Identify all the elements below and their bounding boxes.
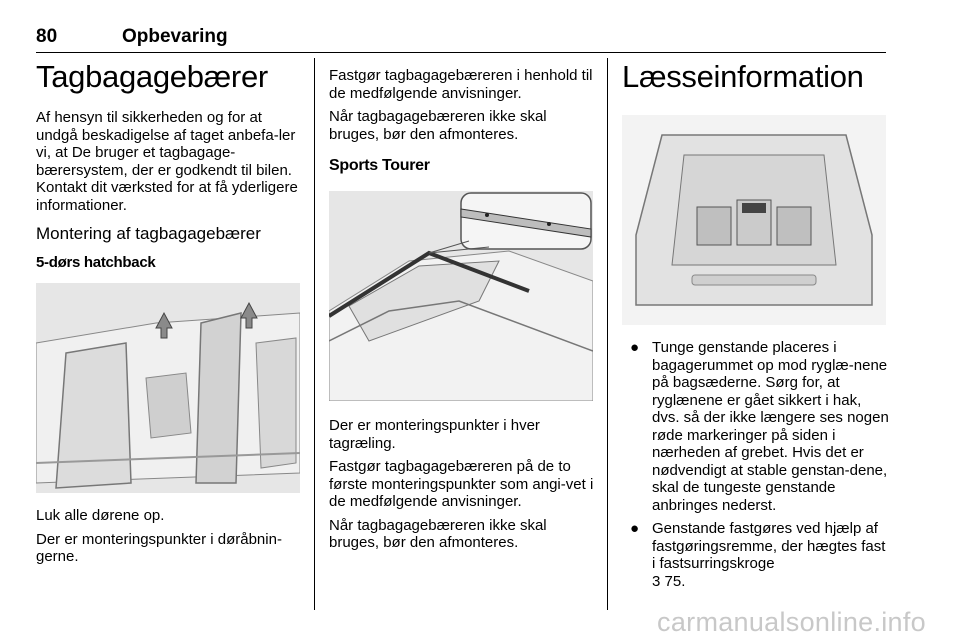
page-reference[interactable]: 75. — [664, 572, 686, 590]
column-3 — [622, 58, 890, 596]
list-item — [622, 339, 890, 514]
sports-tourer-roof-illustration — [329, 191, 593, 401]
paragraph-mounting-points-rail: Der er monteringspunkter i hver tagræling. — [329, 417, 540, 452]
variant-heading: Sports Tourer — [329, 157, 430, 174]
page-number: 80 — [36, 26, 58, 47]
page-reference-arrow-icon: 3 — [652, 572, 661, 590]
caption-open-doors: Luk alle dørene op. — [36, 507, 165, 525]
caption-mounting-points: Der er monteringspunkter i døråbnin-gerne. — [36, 530, 282, 566]
list-item — [622, 520, 890, 590]
column-divider — [607, 58, 608, 610]
list-item-text: Tunge genstande placeres i bagagerummet op mod ryglæ-nene på bagsæderne. Sørg for, at ryglænene er gået sikkert i hak, dvs. så der ikke længere ses nogen røde markeringer på siden i nærheden af grebet. Hvis det er nødvendigt at stable genstan-dene, skal de tungeste genstande anbringes nederst. — [652, 339, 889, 514]
list-item-text: Genstande fastgøres ved hjælp af fastgøringsremme, der hægtes fast i fastsurringskroge — [652, 520, 886, 573]
page-header — [36, 22, 886, 53]
watermark: carmanualsonline.info — [657, 607, 926, 637]
paragraph-fasten-first-points: Fastgør tagbagagebæreren på de to første monteringspunkter som angi-vet i de medfølgende anvisninger. — [329, 458, 594, 510]
paragraph-remove-when-unused: Når tagbagagebæreren ikke skal bruges, bør den afmonteres. — [329, 108, 547, 143]
column-divider — [314, 58, 315, 610]
loading-info-list — [622, 339, 890, 590]
hatchback-doors-illustration — [36, 283, 300, 493]
section-title: Tagbagagebærer — [36, 59, 268, 94]
paragraph-remove-when-unused-2: Når tagbagagebæreren ikke skal bruges, bør den afmonteres. — [329, 516, 547, 551]
intro-paragraph: Af hensyn til sikkerheden og for at undgå beskadigelse af taget anbefa-ler vi, at De bruger et tagbagage-bærersystem, der er godkendt til bilen. Kontakt dit værksted for at få yderligere informationer. — [36, 109, 298, 214]
section-title: Læsseinformation — [622, 59, 864, 94]
bullet-icon: ● — [630, 520, 640, 538]
column-2 — [329, 58, 595, 558]
paragraph-fasten-instructions: Fastgør tagbagagebæreren i henhold til de medfølgende anvisninger. — [329, 67, 593, 102]
bullet-icon: ● — [630, 339, 640, 357]
cargo-loading-illustration — [622, 115, 886, 325]
subsection-title: Montering af tagbagagebærer — [36, 224, 261, 244]
chapter-title: Opbevaring — [122, 26, 228, 47]
variant-heading: 5-dørs hatchback — [36, 254, 156, 272]
column-1 — [36, 58, 300, 572]
